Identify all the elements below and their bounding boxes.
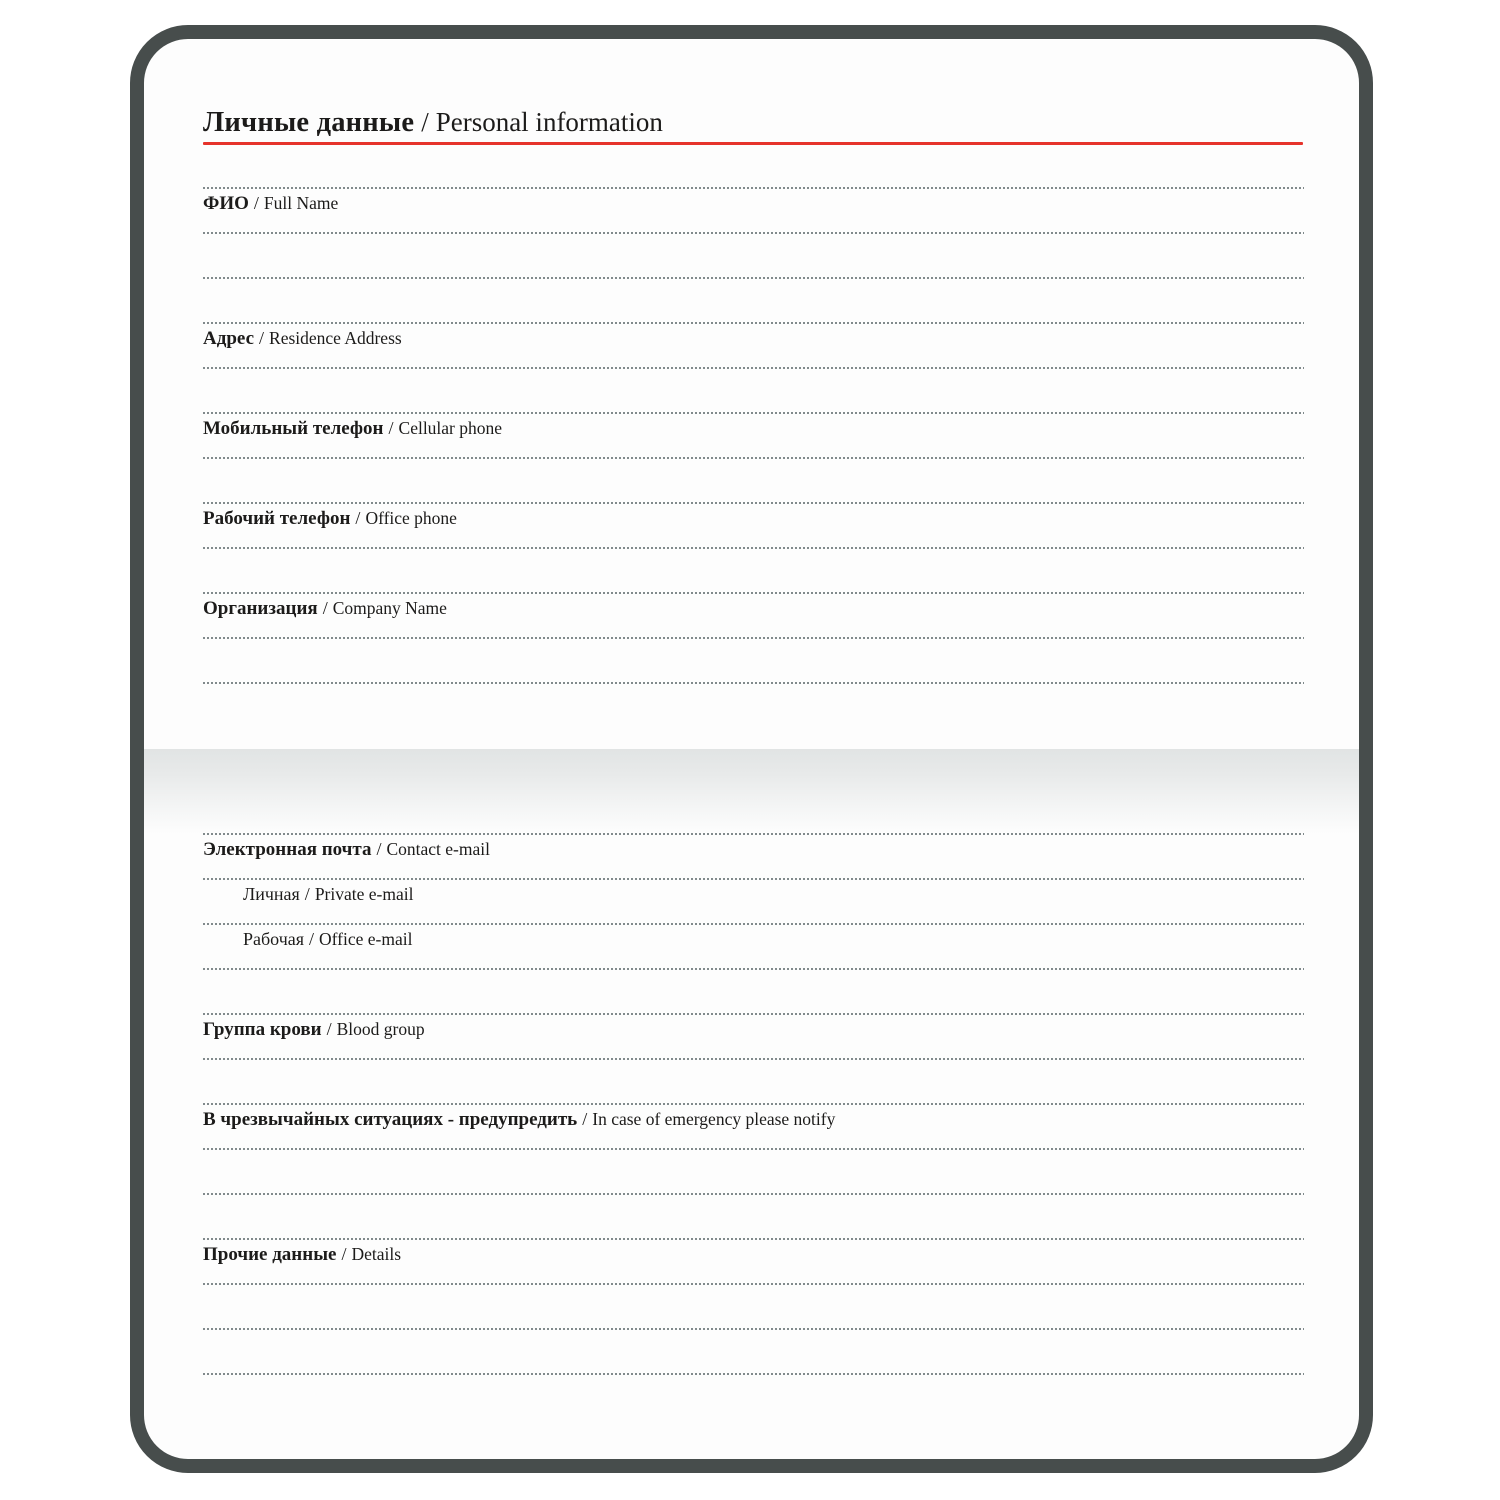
field-label-ru: Личная [243,884,300,904]
field-label-ru: Электронная почта [203,839,372,860]
ruled-line [203,1013,1304,1015]
field-label-separator: / [304,884,310,904]
ruled-line [203,923,1304,925]
field-label-ru: ФИО [203,193,249,214]
field-label-en: Office phone [365,508,457,528]
field-label-ru: Рабочий телефон [203,508,351,529]
field-label-en: Private e-mail [314,884,414,904]
field-label-ru: Мобильный телефон [203,418,384,439]
title-underline [203,142,1303,145]
field-label [203,837,490,863]
ruled-line [203,1373,1304,1375]
ruled-line [203,277,1304,279]
page-title-ru: Личные данные [203,107,415,138]
field-label-en: Company Name [332,598,447,618]
field-label-separator: / [326,1019,332,1039]
field-label-en: In case of emergency please notify [592,1109,836,1129]
field-label-ru: Адрес [203,328,254,349]
field-label-en: Office e-mail [319,929,413,949]
ruled-line [203,682,1304,684]
ruled-line [203,187,1304,189]
ruled-line [203,547,1304,549]
field-label [243,882,413,908]
ruled-line [203,833,1304,835]
field-label-separator: / [388,418,394,438]
ruled-line [203,1238,1304,1240]
field-label-ru: Рабочая [243,929,305,949]
ruled-line [203,457,1304,459]
ruled-line [203,878,1304,880]
ruled-line [203,968,1304,970]
field-label-en: Details [351,1244,402,1264]
ruled-line [203,412,1304,414]
field-label-en: Blood group [336,1019,425,1039]
ruled-line [203,1058,1304,1060]
ruled-line [203,1328,1304,1330]
title-separator: / [421,107,429,137]
field-label-separator: / [309,929,315,949]
ruled-line [203,322,1304,324]
field-label-separator: / [322,598,328,618]
ruled-line [203,1148,1304,1150]
page-title [203,104,663,141]
field-label-separator: / [582,1109,588,1129]
field-label [203,326,402,352]
field-label-separator: / [355,508,361,528]
ruled-line [203,502,1304,504]
field-label-ru: В чрезвычайных ситуациях - предупредить [203,1109,578,1130]
field-label-separator: / [259,328,265,348]
field-label-ru: Организация [203,598,318,619]
page-fold-shadow [144,749,1359,834]
ruled-line [203,1283,1304,1285]
field-label-separator: / [376,839,382,859]
field-label [203,416,502,442]
ruled-line [203,637,1304,639]
field-label-ru: Группа крови [203,1019,322,1040]
field-label [203,191,338,217]
field-label [243,927,412,953]
ruled-line [203,367,1304,369]
field-label [203,1107,835,1133]
field-label [203,596,447,622]
field-label-separator: / [253,193,259,213]
field-label-ru: Прочие данные [203,1244,337,1265]
page-title-en: Personal information [435,107,663,137]
field-label-en: Contact e-mail [386,839,490,859]
field-label-en: Cellular phone [398,418,503,438]
field-label-en: Full Name [263,193,339,213]
ruled-line [203,1103,1304,1105]
field-label [203,1017,425,1043]
ruled-line [203,592,1304,594]
field-label [203,506,457,532]
ruled-line [203,232,1304,234]
field-label [203,1242,401,1268]
field-label-en: Residence Address [269,328,402,348]
ruled-line [203,1193,1304,1195]
field-label-separator: / [341,1244,347,1264]
